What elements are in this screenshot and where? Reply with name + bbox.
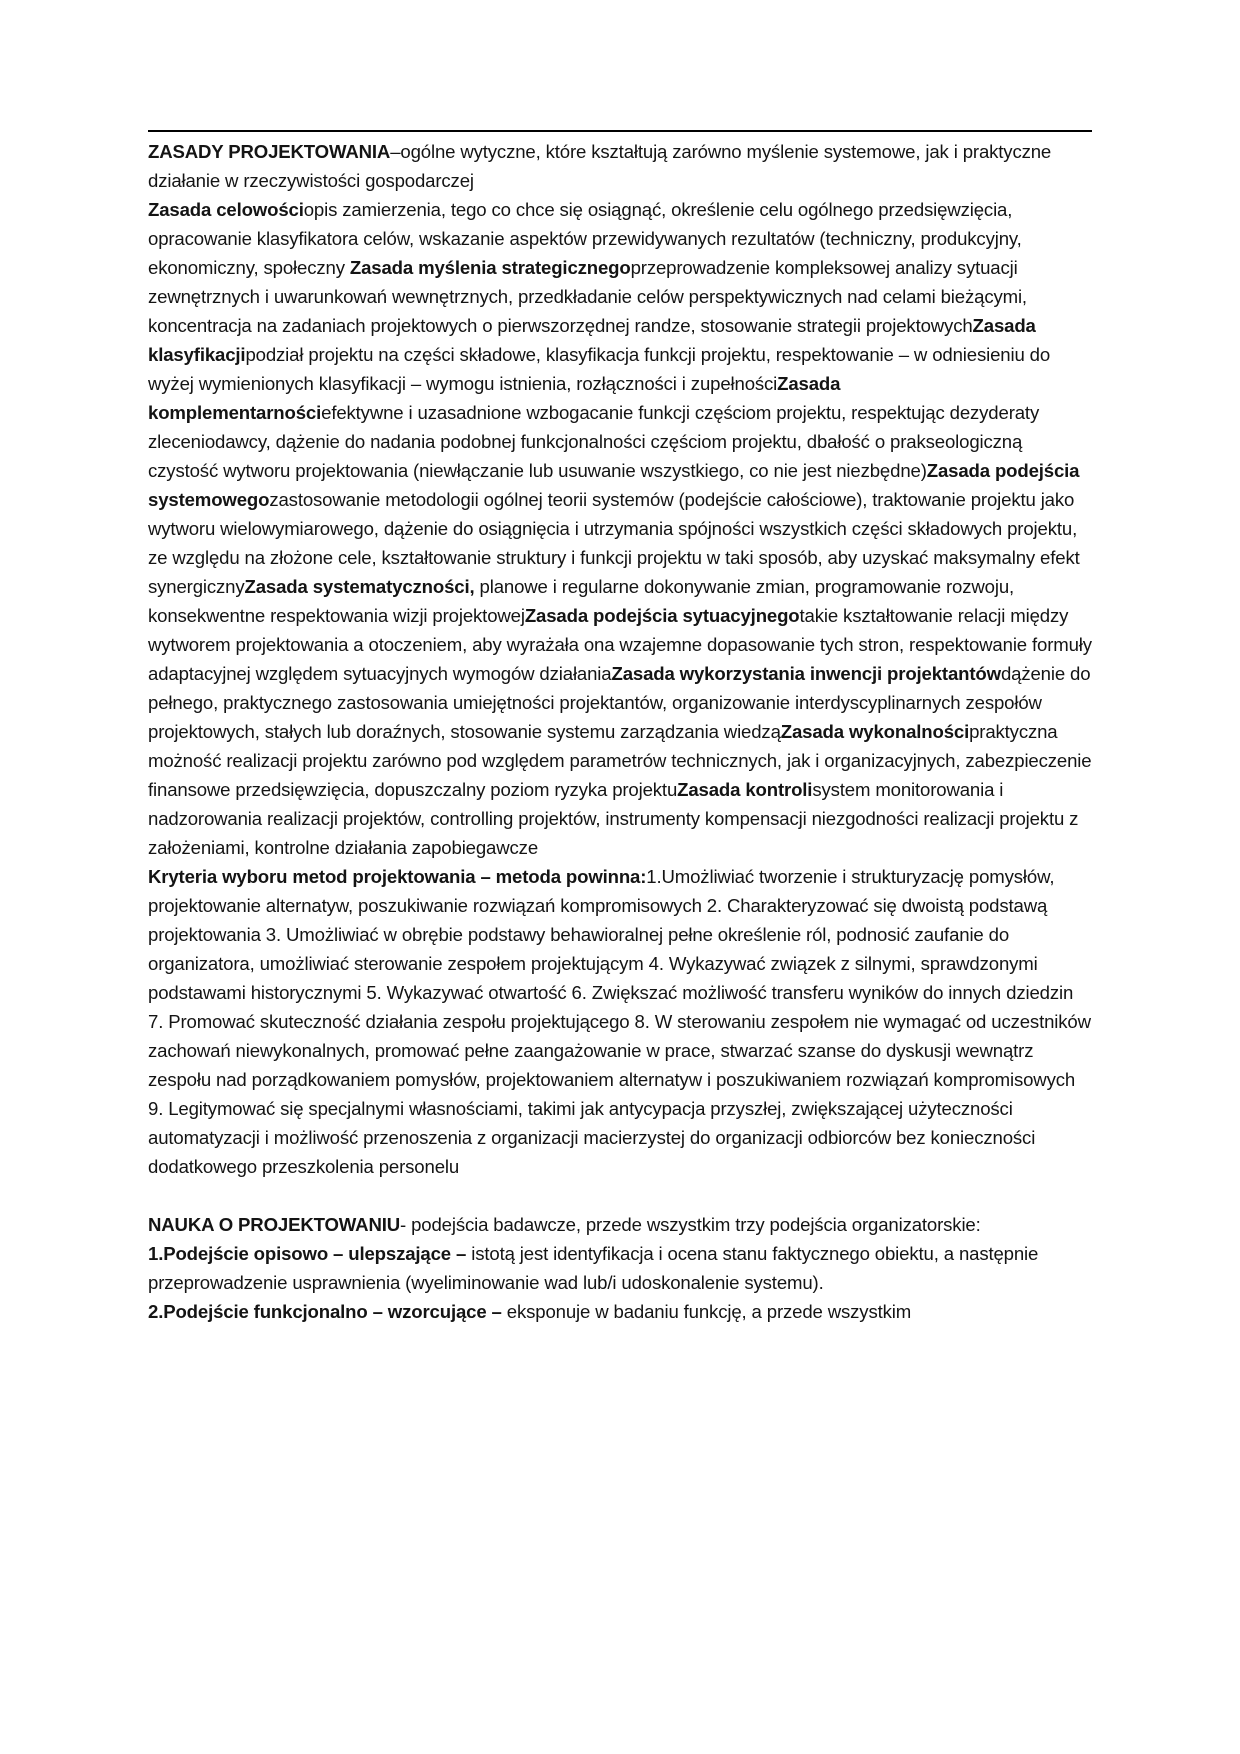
text-run: istotą jest identyfikacja i ocena stanu faktycznego obiektu, a następnie przeprowadzenie usprawnienia (wyeliminowanie wad lub/i udoskonalenie systemu). [148, 1243, 1039, 1293]
paragraph [148, 137, 1092, 195]
text-run-bold: NAUKA O PROJEKTOWANIU [148, 1214, 401, 1235]
text-run-bold: Zasada systematyczności, [244, 576, 475, 597]
paragraph [148, 195, 1092, 862]
text-run: dążenie do pełnego, praktycznego zastosowania umiejętności projektantów, organizowanie interdyscyplinarnych zespołów projektowych, stałych lub doraźnych, stosowanie systemu zarządzania wiedzą [148, 663, 1091, 742]
text-run: praktyczna możność realizacji projektu zarówno pod względem parametrów technicznych, jak i organizacyjnych, zabezpieczenie finansowe przedsięwzięcia, dopuszczalny poziom ryzyka projektu [148, 721, 1092, 800]
text-run-bold: Kryteria wyboru metod projektowania – metoda powinna: [148, 866, 647, 887]
document-body [148, 137, 1092, 1326]
text-run-bold: Zasada podejścia systemowego [148, 460, 1080, 510]
text-run: efektywne i uzasadnione wzbogacanie funkcji częściom projektu, respektując dezyderaty zleceniodawcy, dążenie do nadania podobnej funkcjonalności częściom projektu, dbałość o prakseologiczną czystość wytworu projektowania (niewłączanie lub usuwanie wszystkiego, co nie jest niezbędne) [148, 402, 1040, 481]
text-run: - podejścia badawcze, przede wszystkim trzy podejścia organizatorskie: [400, 1214, 981, 1235]
text-run-bold: ZASADY PROJEKTOWANIA [148, 141, 391, 162]
text-run-bold: Zasada wykorzystania inwencji projektantów [611, 663, 1001, 684]
top-rule-divider [148, 130, 1092, 132]
text-run: zastosowanie metodologii ogólnej teorii systemów (podejście całościowe), traktowanie projektu jako wytworu wielowymiarowego, dążenie do osiągnięcia i utrzymania spójności wszystkich części składowych projektu, ze względu na złożone cele, kształtowanie struktury i funkcji projektu w taki sposób, aby uzyskać maksymalny efekt synergiczny [148, 489, 1080, 597]
text-run-bold: Zasada kontroli [677, 779, 813, 800]
text-run: system monitorowania i nadzorowania realizacji projektów, controlling projektów, instrumenty kompensacji niezgodności realizacji projektu z założeniami, kontrolne działania zapobiegawcze [148, 779, 1079, 858]
blank-line [148, 1181, 1092, 1210]
paragraph [148, 1210, 1092, 1239]
text-run-bold: Zasada podejścia sytuacyjnego [524, 605, 800, 626]
text-run: –ogólne wytyczne, które kształtują zarówno myślenie systemowe, jak i praktyczne działanie w rzeczywistości gospodarczej [148, 141, 1052, 191]
text-run-bold: Zasada komplementarności [148, 373, 841, 423]
text-run: opis zamierzenia, tego co chce się osiągnąć, określenie celu ogólnego przedsięwzięcia, opracowanie klasyfikatora celów, wskazanie aspektów przewidywanych rezultatów (techniczny, produkcyjny, ekonomiczny, społeczny [148, 199, 1022, 278]
text-run: takie kształtowanie relacji między wytworem projektowania a otoczeniem, aby wyrażała ona wzajemne dopasowanie tych stron, respektowanie formuły adaptacyjnej względem sytuacyjnych wymogów działania [148, 605, 1092, 684]
text-run: podział projektu na części składowe, klasyfikacja funkcji projektu, respektowanie – w odniesieniu do wyżej wymienionych klasyfikacji – wymogu istnienia, rozłączności i zupełności [148, 344, 1051, 394]
text-run-bold: 1.Podejście opisowo – ulepszające – [148, 1243, 472, 1264]
text-run: eksponuje w badaniu funkcję, a przede wszystkim [506, 1301, 912, 1322]
paragraph [148, 1297, 1092, 1326]
text-run: 1.Umożliwiać tworzenie i strukturyzację pomysłów, projektowanie alternatyw, poszukiwanie rozwiązań kompromisowych 2. Charakteryzować się dwoistą podstawą projektowania 3. Umożliwiać w obrębie podstawy behawioralnej pełne określenie ról, podnosić zaufanie do organizatora, umożliwiać sterowanie zespołem projektującym 4. Wykazywać związek z silnymi, sprawdzonymi podstawami historycznymi 5. Wykazywać otwartość 6. Zwiększać możliwość transferu wyników do innych dziedzin 7. Promować skuteczność działania zespołu projektującego 8. W sterowaniu zespołem nie wymagać od uczestników zachowań niewykonalnych, promować pełne zaangażowanie w prace, stwarzać szanse do dyskusji wewnątrz zespołu nad porządkowaniem pomysłów, projektowaniem alternatyw i poszukiwaniem rozwiązań kompromisowych 9. Legitymować się specjalnymi własnościami, takimi jak antycypacja przyszłej, zwiększającej użyteczności automatyzacji i możliwość przenoszenia z organizacji macierzystej do organizacji odbiorców bez konieczności dodatkowego przeszkolenia personelu [148, 866, 1091, 1177]
text-run-bold: Zasada wykonalności [780, 721, 970, 742]
text-run-bold: Zasada myślenia strategicznego [349, 257, 631, 278]
paragraph [148, 1239, 1092, 1297]
text-run-bold: 2.Podejście funkcjonalno – wzorcujące – [148, 1301, 507, 1322]
text-run: przeprowadzenie kompleksowej analizy sytuacji zewnętrznych i uwarunkowań wewnętrznych, przedkładanie celów perspektywicznych nad celami bieżącymi, koncentracja na zadaniach projektowych o pierwszorzędnej randze, stosowanie strategii projektowych [148, 257, 1027, 336]
text-run-bold: Zasada celowości [148, 199, 304, 220]
text-run-bold: Zasada klasyfikacji [148, 315, 1036, 365]
text-run: planowe i regularne dokonywanie zmian, programowanie rozwoju, konsekwentne respektowania wizji projektowej [148, 576, 1015, 626]
paragraph [148, 862, 1092, 1181]
